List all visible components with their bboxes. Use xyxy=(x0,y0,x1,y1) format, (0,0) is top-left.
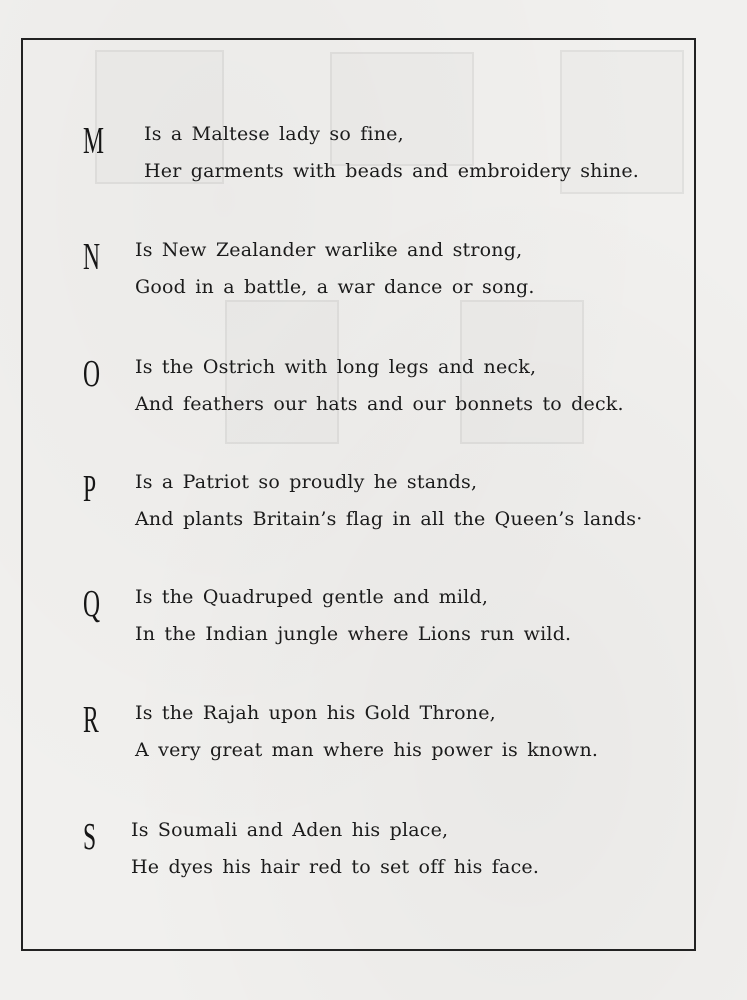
verse xyxy=(135,695,598,769)
alphabet-entry-q xyxy=(23,579,698,659)
verse-line: And plants Britain’s flag in all the Queen’s lands· xyxy=(135,508,643,530)
alphabet-entry-s xyxy=(23,812,698,892)
verse-line: A very great man where his power is known. xyxy=(135,739,599,761)
verse-line: Is the Rajah upon his Gold Throne, xyxy=(135,702,496,724)
verse-line: Is Soumali and Aden his place, xyxy=(131,819,449,841)
verse xyxy=(135,349,624,423)
drop-letter: N xyxy=(83,236,101,278)
verse-line: Is the Quadruped gentle and mild, xyxy=(135,586,489,608)
verse-line: Is the Ostrich with long legs and neck, xyxy=(135,356,537,378)
alphabet-entry-m xyxy=(23,116,698,196)
verse xyxy=(131,812,539,886)
verse-line: He dyes his hair red to set off his face. xyxy=(131,856,540,878)
verse xyxy=(135,464,642,538)
drop-letter: P xyxy=(83,468,97,510)
verse xyxy=(135,116,639,190)
verse-line: Is a Maltese lady so fine, xyxy=(144,123,404,145)
verse-line: Is New Zealander warlike and strong, xyxy=(135,239,523,261)
drop-letter: M xyxy=(83,120,104,162)
verse-line: Is a Patriot so proudly he stands, xyxy=(135,471,478,493)
alphabet-entry-r xyxy=(23,695,698,775)
drop-letter: O xyxy=(83,353,101,395)
page-border xyxy=(21,38,696,951)
drop-letter: Q xyxy=(83,583,101,625)
alphabet-entry-p xyxy=(23,464,698,544)
alphabet-entry-o xyxy=(23,349,698,429)
alphabet-entry-n xyxy=(23,232,698,312)
drop-letter: S xyxy=(83,816,97,858)
verse xyxy=(135,232,535,306)
verse-line: Good in a battle, a war dance or song. xyxy=(135,276,535,298)
verse-line: Her garments with beads and embroidery shine. xyxy=(144,160,640,182)
verse-line: And feathers our hats and our bonnets to deck. xyxy=(135,393,624,415)
verse-line: In the Indian jungle where Lions run wild. xyxy=(135,623,572,645)
verse xyxy=(135,579,571,653)
drop-letter: R xyxy=(83,699,99,741)
